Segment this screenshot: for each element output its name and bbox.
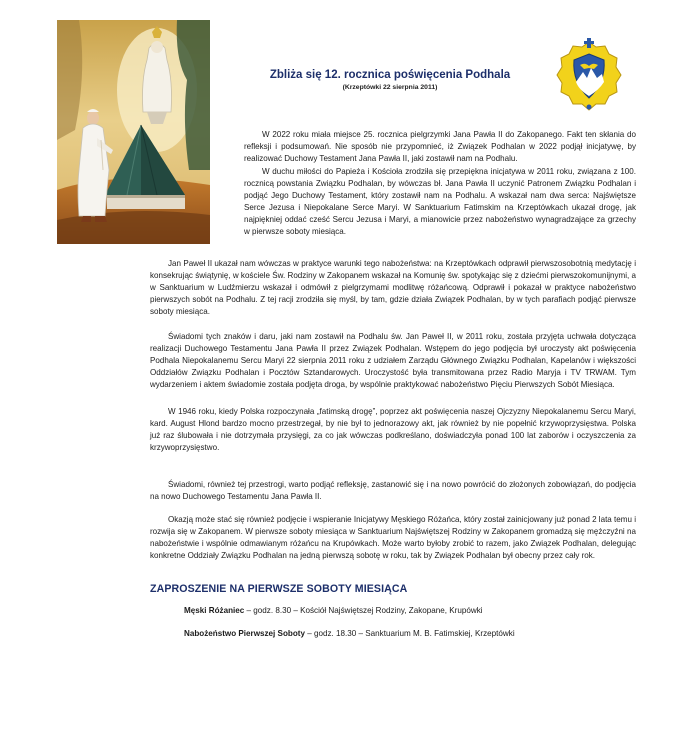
event-details: – godz. 18.30 – Sanktuarium M. B. Fatimskiej, Krzeptówki [304,629,515,638]
paragraph-6: Świadomi, również tej przestrogi, warto podjąć refleksję, zastanowić się i na nowo powrócić do złożonych zobowiązań, do podjęcia na nowo Duchowego Testamentu Jana Pawła II. [150,480,636,501]
paragraph-7: Okazją może stać się również podjęcie i wspieranie Inicjatywy Męskiego Różańca, który został zainicjowany już ponad 2 lata temu i rozwija się w Zakopanem. W pierwsze soboty miesiąca w Sanktuarium Najświętszej Rodziny w Zakopanem gromadzą się mężczyźni na nabożeństwie i wspólnie odmawianym różańcu na Krupówkach. Może warto byłoby zrobić to razem, jako Związek Podhalan, delegując konkretne Oddziały Związku Podhalan na jedną pierwszą sobotę w roku, tak by Związek Podhalan był obecny przez cały rok. [150,515,636,560]
event-details: – godz. 8.30 – Kościół Najświętszej Rodziny, Zakopane, Krupówki [244,606,483,615]
paragraph-1: W 2022 roku miała miejsce 25. rocznica pielgrzymki Jana Pawła II do Zakopanego. Fakt ten skłania do refleksji i podsumowań. Nie sposób nie przypomnieć, iż Związek Podhalan w 2022 podjął inicjatywę, by realizować Duchowy Testament Jana Pawła II, jaki zostawił nam na Podhalu. [244,130,636,163]
event-mens-rosary [184,606,483,615]
article-title: Zbliża się 12. rocznica poświęcenia Podhala [269,69,511,81]
paragraph-2: W duchu miłości do Papieża i Kościoła zrodziła się przepiękna inicjatywa w 2011 roku, związana z 100. rocznicą powstania Związku Podhalan, by wówczas bł. Jana Pawła II uczynić Patronem Związku Podhalan i podjąć Jego Duchowy Testament, który zostawił nam na Podhalu. A wskazał nam dwa serca: Najświętsze Serce Jezusa i Niepokalane Serce Maryi. W Sanktuarium Fatimskim na Krzeptówkach ukazał drogę, jak najpiękniej oddać cześć Sercu Jezusa i Maryi, a mianowicie przez nabożeństwo wynagradzające za grzechy w pierwsze soboty miesiąca. [244,167,636,236]
paragraph-5: W 1946 roku, kiedy Polska rozpoczynała „fatimską drogę”, poprzez akt poświęcenia naszej Ojczyzny Niepokalanemu Sercu Maryi, kard. August Hlond bardzo mocno przestrzegał, by nie był to jednorazowy akt, jak również by nie popełnić krzywoprzysięstwa. Polska już raz ślubowała i nie dotrzymała przysięgi, za co jak wówczas podkreślano, doświadczyła ponad 100 lat zaborów i oczyszczenia za krzywoprzysięstwo. [150,407,636,452]
event-name: Nabożeństwo Pierwszej Soboty [184,629,305,638]
event-name: Męski Różaniec [184,606,245,615]
event-first-saturday [184,629,515,638]
article-subtitle: (Krzeptówki 22 sierpnia 2011) [342,84,438,91]
pope-fatima-painting [57,20,210,244]
title-block [225,68,555,91]
invitation-heading: ZAPROSZENIE NA PIERWSZE SOBOTY MIESIĄCA [150,583,408,595]
paragraph-4: Świadomi tych znaków i daru, jaki nam zostawił na Podhalu św. Jan Paweł II, w 2011 roku, została przyjęta uchwała dotycząca realizacji Duchowego Testamentu Jana Pawła II przez Związek Podhalan. Wstępem do jego podjęcia był uroczysty akt poświęcenia Podhala Niepokalanemu Sercu Maryi 22 sierpnia 2011 roku z udziałem Zarządu Głównego Związku Podhalan, Kapelanów i większości Oddziałów Związku Podhalan i Pocztów Sztandarowych. Uroczystość była transmitowana przez Radio Maryja i TV TRWAM. Tym wydarzeniem i aktem świadomie została podjęta droga, by wspólnie praktykować nabożeństwo Pięciu Pierwszych Sobót Miesiąca. [150,332,636,389]
paragraph-3: Jan Paweł II ukazał nam wówczas w praktyce warunki tego nabożeństwa: na Krzeptówkach odprawił pierwszosobotnią medytację i konsekrując świątynię, w kościele Św. Rodziny w Zakopanem wskazał na Komunię św. spotykając się z dziećmi pierwszokomunijnymi, a w Sanktuarium w Ludźmierzu wskazał i odmówił z pielgrzymami modlitwę różańcową. Odprawił i pokazał w praktyce nabożeństwo pierwszych sobót na Podhalu. Z tej racji zrodziła się myśl, by tam, gdzie działa Związek Podhalan, by w tych parafiach podjąć pierwsze soboty miesiąca. [150,259,636,316]
zwiazek-podhalan-emblem [554,38,624,114]
